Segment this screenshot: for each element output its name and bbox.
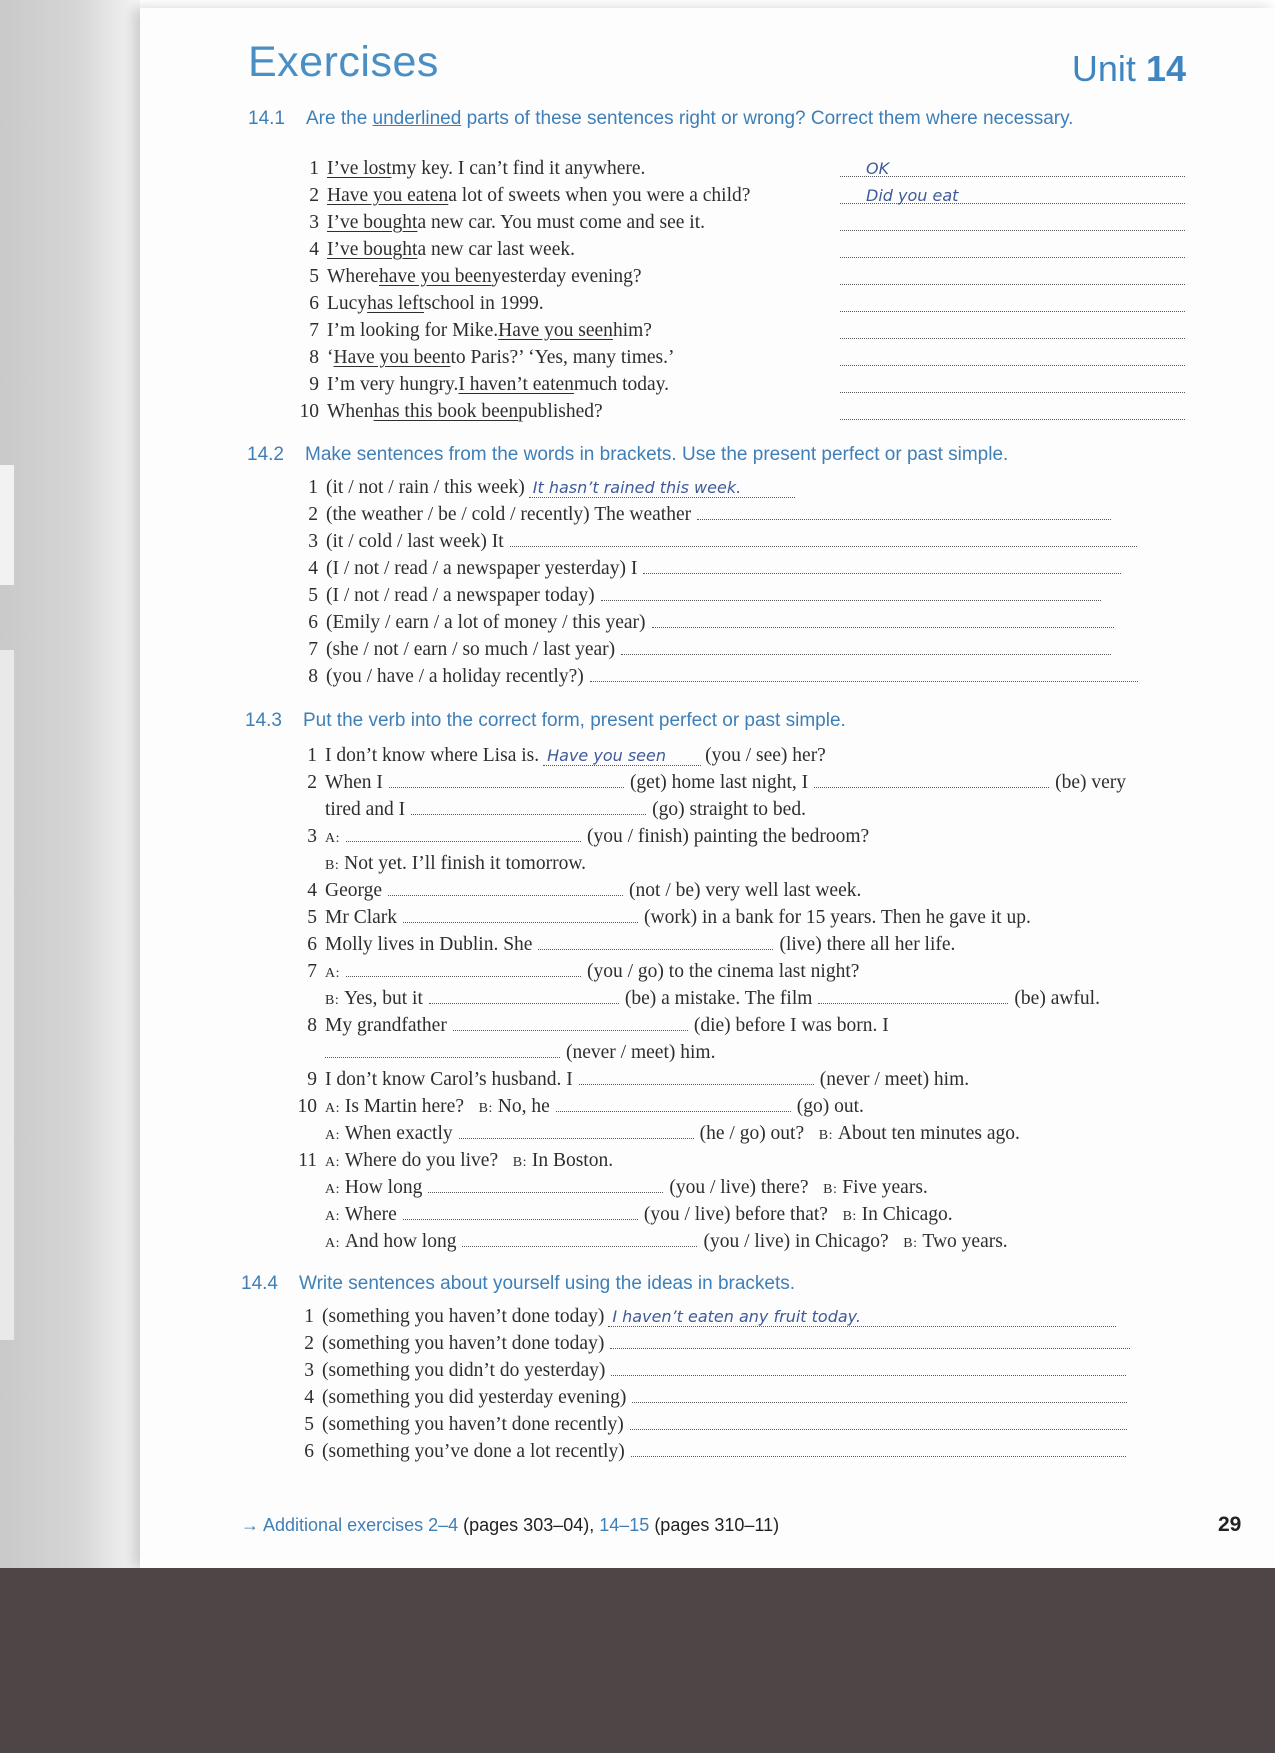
- answer-line[interactable]: [840, 241, 1185, 258]
- list-item: 1 (it / not / rain / this week) It hasn’t rained this week.: [294, 477, 799, 499]
- answer-blank[interactable]: [630, 1427, 1127, 1430]
- answer-blank[interactable]: [643, 571, 1121, 574]
- list-item: 4 (I / not / read / a newspaper yesterday) I: [294, 558, 1127, 580]
- list-item: 3 I’ve bought a new car. You must come and see it.: [309, 212, 706, 233]
- list-item: 9 I’m very hungry. I haven’t eaten much today.: [309, 374, 670, 395]
- handwritten-answer: I haven’t eaten any fruit today.: [608, 1307, 1116, 1327]
- answer-blank[interactable]: [601, 598, 1101, 601]
- list-item: 4 (something you did yesterday evening): [290, 1387, 1133, 1409]
- list-item: A: Where (you / live) before that? B: In Chicago.: [325, 1204, 953, 1225]
- list-item: B: Yes, but it (be) a mistake. The film (be) awful.: [325, 988, 1100, 1009]
- list-item: 1 (something you haven’t done today) I haven’t eaten any fruit today.: [290, 1306, 1120, 1328]
- additional-exercises-link[interactable]: → Additional exercises 2–4 (pages 303–04), 14–15 (pages 310–11): [241, 1515, 780, 1535]
- answer-line[interactable]: [840, 349, 1185, 366]
- list-item: 6 (something you’ve done a lot recently): [290, 1441, 1132, 1463]
- answer-blank[interactable]: [814, 785, 1049, 788]
- list-item: 7 A: (you / go) to the cinema last night?: [307, 961, 860, 982]
- answer-blank[interactable]: [631, 1454, 1126, 1457]
- answer-blank[interactable]: [610, 1346, 1130, 1349]
- list-item: 2 When I (get) home last night, I (be) very: [307, 772, 1127, 793]
- page-title: Exercises: [248, 38, 439, 86]
- answer-blank[interactable]: [538, 947, 773, 950]
- answer-blank[interactable]: [388, 893, 623, 896]
- list-item: 10 A: Is Martin here? B: No, he (go) out.: [297, 1096, 864, 1117]
- answer-blank[interactable]: [389, 785, 624, 788]
- list-item: 8 ‘ Have you been to Paris?’ ‘Yes, many times.’: [309, 347, 675, 368]
- left-page-edge: [0, 650, 14, 1340]
- handwritten-answer: Did you eat: [866, 186, 959, 205]
- scan-background: [0, 1568, 1275, 1753]
- answer-blank[interactable]: [697, 517, 1111, 520]
- answer-blank[interactable]: [510, 544, 1137, 547]
- list-item: 5 Where have you been yesterday evening?: [309, 266, 642, 287]
- list-item: 11 A: Where do you live? B: In Boston.: [298, 1150, 614, 1171]
- list-item: 10 When has this book been published?: [299, 401, 603, 422]
- list-item: 5 (something you haven’t done recently): [290, 1414, 1133, 1436]
- list-item: 2 Have you eaten a lot of sweets when you were a child?: [309, 185, 751, 206]
- list-item: 9 I don’t know Carol’s husband. I (never / meet) him.: [307, 1069, 970, 1090]
- answer-blank[interactable]: [453, 1028, 688, 1031]
- list-item: 6 (Emily / earn / a lot of money / this year): [294, 612, 1120, 634]
- answer-line[interactable]: [840, 376, 1185, 393]
- list-item: tired and I (go) straight to bed.: [325, 799, 806, 820]
- answer-blank[interactable]: [611, 1373, 1126, 1376]
- answer-blank[interactable]: [818, 1001, 1008, 1004]
- list-item: 2 (something you haven’t done today): [290, 1333, 1136, 1355]
- answer-blank[interactable]: [459, 1136, 694, 1139]
- list-item: 3 (something you didn’t do yesterday): [290, 1360, 1132, 1382]
- answer-blank[interactable]: [556, 1109, 791, 1112]
- answer-blank[interactable]: [403, 920, 638, 923]
- answer-blank[interactable]: [346, 974, 581, 977]
- list-item: 4 George (not / be) very well last week.: [307, 880, 862, 901]
- answer-line[interactable]: [840, 403, 1185, 420]
- answer-line[interactable]: [840, 268, 1185, 285]
- handwritten-answer: It hasn’t rained this week.: [529, 478, 795, 498]
- list-item: 5 (I / not / read / a newspaper today): [294, 585, 1107, 607]
- list-item: 4 I’ve bought a new car last week.: [309, 239, 575, 260]
- left-page-edge: [0, 465, 14, 585]
- list-item: 6 Molly lives in Dublin. She (live) there all her life.: [307, 934, 956, 955]
- page-number: 29: [1218, 1513, 1242, 1536]
- answer-blank[interactable]: [652, 625, 1114, 628]
- answer-blank[interactable]: [403, 1217, 638, 1220]
- answer-blank[interactable]: [428, 1190, 663, 1193]
- list-item: 7 I’m looking for Mike. Have you seen him?: [309, 320, 652, 341]
- answer-blank[interactable]: [411, 812, 646, 815]
- answer-line[interactable]: [840, 295, 1185, 312]
- list-item: 5 Mr Clark (work) in a bank for 15 years. Then he gave it up.: [307, 907, 1031, 928]
- answer-line[interactable]: [840, 160, 1185, 177]
- arrow-right-icon: →: [241, 1515, 259, 1535]
- answer-blank[interactable]: [429, 1001, 619, 1004]
- list-item: 3 (it / cold / last week) It: [294, 531, 1143, 553]
- answer-blank[interactable]: [590, 679, 1138, 682]
- list-item: 8 (you / have / a holiday recently?): [294, 666, 1144, 688]
- list-item: 3 A: (you / finish) painting the bedroom?: [307, 826, 870, 847]
- list-item: 8 My grandfather (die) before I was born. I: [307, 1015, 889, 1036]
- answer-blank[interactable]: [579, 1082, 814, 1085]
- book-binding: [0, 0, 140, 1568]
- answer-line[interactable]: [840, 187, 1185, 204]
- exercise-14-3-heading: 14.3 Put the verb into the correct form, present perfect or past simple.: [245, 710, 846, 731]
- answer-blank[interactable]: [621, 652, 1111, 655]
- handwritten-answer: Have you seen: [543, 746, 701, 766]
- answer-blank[interactable]: [325, 1055, 560, 1058]
- answer-line[interactable]: [840, 214, 1185, 231]
- unit-label: Unit 14: [1071, 48, 1186, 89]
- list-item: (never / meet) him.: [293, 1042, 715, 1064]
- answer-blank[interactable]: [462, 1244, 697, 1247]
- list-item: A: How long (you / live) there? B: Five years.: [325, 1177, 928, 1198]
- answer-line[interactable]: [840, 322, 1185, 339]
- list-item: 1 I’ve lost my key. I can’t find it anywhere.: [309, 158, 646, 179]
- list-item: 7 (she / not / earn / so much / last year): [294, 639, 1117, 661]
- answer-blank[interactable]: [632, 1400, 1127, 1403]
- answer-blank[interactable]: [346, 839, 581, 842]
- list-item: 2 (the weather / be / cold / recently) The weather: [294, 504, 1117, 526]
- exercise-14-2-heading: 14.2 Make sentences from the words in brackets. Use the present perfect or past simple.: [247, 444, 1009, 465]
- exercise-14-1-heading: 14.1 Are the underlined parts of these sentences right or wrong? Correct them where necessary.: [248, 108, 1074, 129]
- list-item: 1 I don’t know where Lisa is. Have you seen (you / see) her?: [307, 745, 826, 766]
- handwritten-answer: OK: [866, 159, 890, 178]
- exercise-14-4-heading: 14.4 Write sentences about yourself using the ideas in brackets.: [241, 1273, 796, 1294]
- list-item: A: When exactly (he / go) out? B: About ten minutes ago.: [325, 1123, 1020, 1144]
- list-item: B: Not yet. I’ll finish it tomorrow.: [325, 853, 587, 874]
- list-item: 6 Lucy has left school in 1999.: [309, 293, 544, 314]
- list-item: A: And how long (you / live) in Chicago? B: Two years.: [325, 1231, 1008, 1252]
